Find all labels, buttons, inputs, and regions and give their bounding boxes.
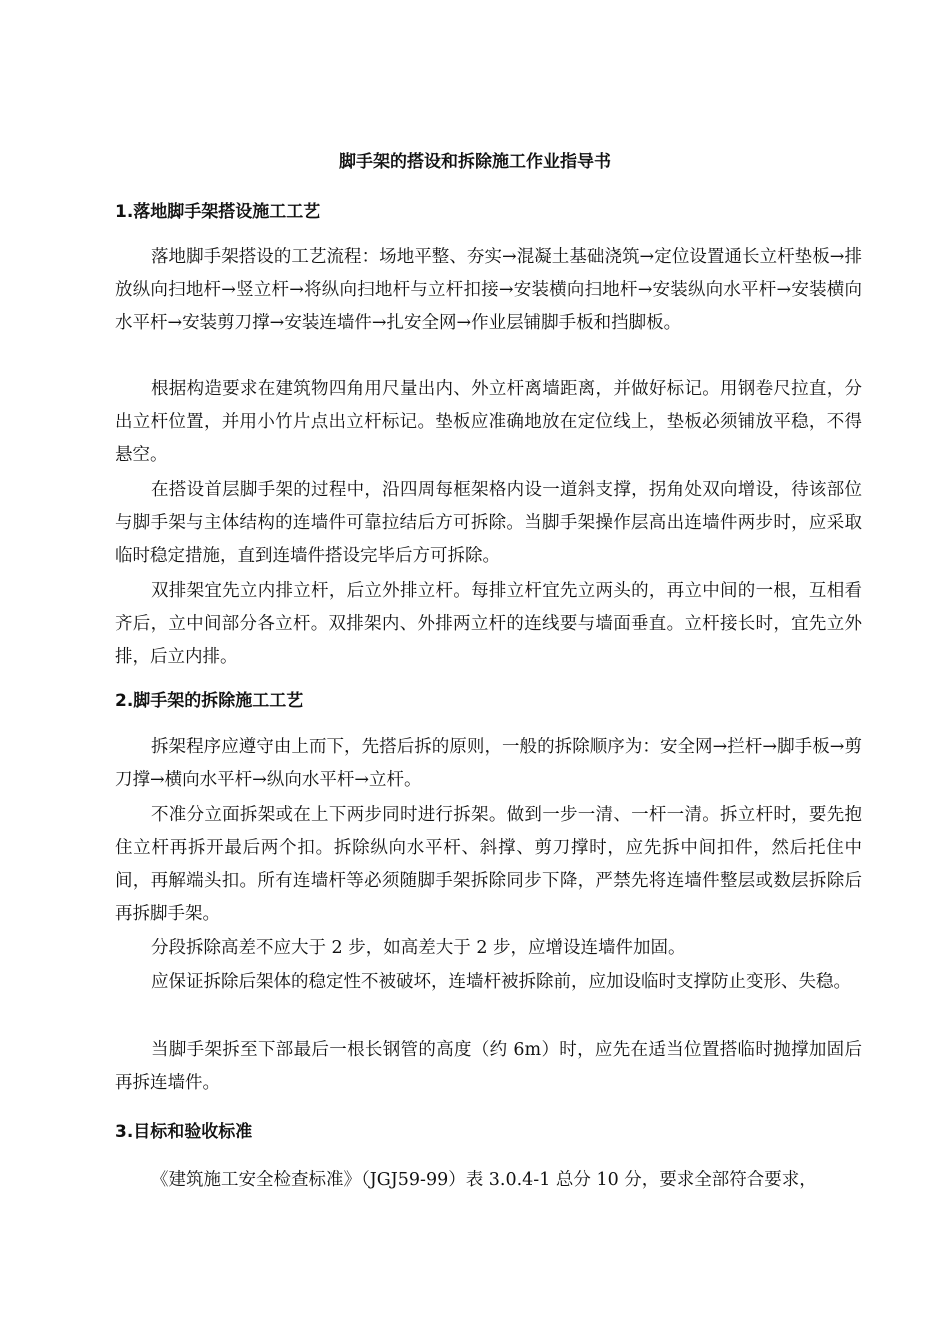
paragraph-2-2: 不准分立面拆架或在上下两步同时进行拆架。做到一步一清、一杆一清。拆立杆时，要先抱住立杆再拆开最后两个扣。拆除纵向水平杆、斜撑、剪刀撑时，应先拆中间扣件，然后托住中间，再解端头扣。所有连墙杆等必须随脚手架拆除同步下降，严禁先将连墙件整层或数层拆除后再拆脚手架。 xyxy=(115,805,862,924)
paragraph-2-4: 应保证拆除后架体的稳定性不被破坏，连墙杆被拆除前，应加设临时支撑防止变形、失稳。 xyxy=(151,972,851,992)
section-heading-3: 3.目标和验收标准 xyxy=(115,1122,253,1142)
paragraph-2-5: 当脚手架拆至下部最后一根长钢管的高度（约 6m）时，应先在适当位置搭临时抛撑加固后再拆连墙件。 xyxy=(115,1040,862,1093)
section-heading-2: 2.脚手架的拆除施工工艺 xyxy=(115,691,304,711)
paragraph-2-3: 分段拆除高差不应大于 2 步，如高差大于 2 步，应增设连墙件加固。 xyxy=(151,938,686,958)
paragraph-1-3: 在搭设首层脚手架的过程中，沿四周每框架格内设一道斜支撑，拐角处双向增设，待该部位与脚手架与主体结构的连墙件可靠拉结后方可拆除。当脚手架操作层高出连墙件两步时，应采取临时稳定措施，直到连墙件搭设完毕后方可拆除。 xyxy=(115,480,862,566)
paragraph-1-2: 根据构造要求在建筑物四角用尺量出内、外立杆离墙距离，并做好标记。用钢卷尺拉直，分出立杆位置，并用小竹片点出立杆标记。垫板应准确地放在定位线上，垫板必须铺放平稳，不得悬空。 xyxy=(115,379,862,465)
paragraph-3-1: 《建筑施工安全检查标准》（JGJ59-99）表 3.0.4-1 总分 10 分，要求全部符合要求， xyxy=(151,1170,817,1190)
paragraph-1-4: 双排架宜先立内排立杆，后立外排立杆。每排立杆宜先立两头的，再立中间的一根，互相看齐后，立中间部分各立杆。双排架内、外排两立杆的连线要与墙面垂直。立杆接长时，宜先立外排，后立内排。 xyxy=(115,581,862,667)
paragraph-2-1: 拆架程序应遵守由上而下，先搭后拆的原则，一般的拆除顺序为：安全网→拦杆→脚手板→剪刀撑→横向水平杆→纵向水平杆→立杆。 xyxy=(115,737,862,790)
document-title: 脚手架的搭设和拆除施工作业指导书 xyxy=(339,152,611,172)
section-heading-1: 1.落地脚手架搭设施工工艺 xyxy=(115,202,321,222)
paragraph-1-1: 落地脚手架搭设的工艺流程：场地平整、夯实→混凝土基础浇筑→定位设置通长立杆垫板→排放纵向扫地杆→竖立杆→将纵向扫地杆与立杆扣接→安装横向扫地杆→安装纵向水平杆→安装横向水平杆→安装剪刀撑→安装连墙件→扎安全网→作业层铺脚手板和挡脚板。 xyxy=(115,247,862,333)
